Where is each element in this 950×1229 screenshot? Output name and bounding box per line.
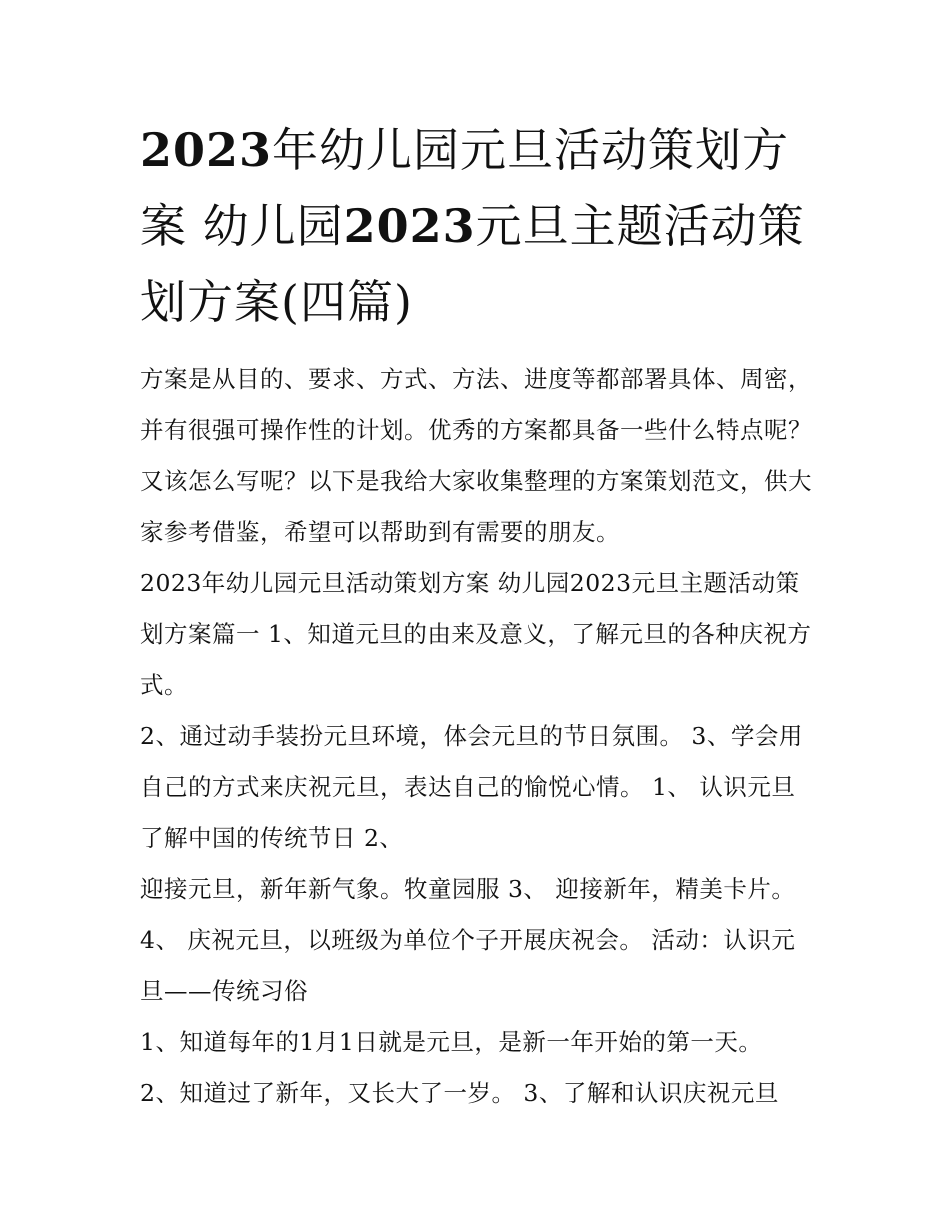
- document-title: [140, 112, 816, 340]
- title-year-1: 2023: [140, 123, 273, 177]
- title-year-2: 2023: [343, 199, 476, 253]
- section-one-paragraph: 2023年幼儿园元旦活动策划方案 幼儿园2023元旦主题活动策划方案篇一 1、知道元旦的由来及意义，了解元旦的各种庆祝方式。: [140, 569, 812, 699]
- activities-paragraph: 迎接元旦，新年新气象。牧童园服 3、 迎接新年，精美卡片。 4、 庆祝元旦，以班级为单位个子开展庆祝会。 活动：认识元旦——传统习俗: [140, 875, 796, 1005]
- goals-paragraph: 2、通过动手装扮元旦环境，体会元旦的节日氛围。 3、学会用自己的方式来庆祝元旦，表达自己的愉悦心情。 1、 认识元旦了解中国的传统节日 2、: [140, 722, 803, 852]
- title-text-1: 年幼儿园元旦活动策划方案 幼儿园: [140, 123, 790, 253]
- title-text-2: 元旦主题活动策划方案(四篇): [140, 199, 805, 329]
- knowledge-paragraph-1: 1、知道每年的1月1日就是元旦，是新一年开始的第一天。: [140, 1028, 763, 1056]
- document-page: [140, 112, 816, 1119]
- intro-paragraph: 方案是从目的、要求、方式、方法、进度等都部署具体、周密，并有很强可操作性的计划。优秀的方案都具备一些什么特点呢？又该怎么写呢？以下是我给大家收集整理的方案策划范文，供大家参考借鉴，希望可以帮助到有需要的朋友。: [140, 365, 812, 546]
- knowledge-paragraph-2: 2、知道过了新年，又长大了一岁。 3、了解和认识庆祝元旦: [140, 1079, 779, 1107]
- document-body: [140, 354, 816, 1119]
